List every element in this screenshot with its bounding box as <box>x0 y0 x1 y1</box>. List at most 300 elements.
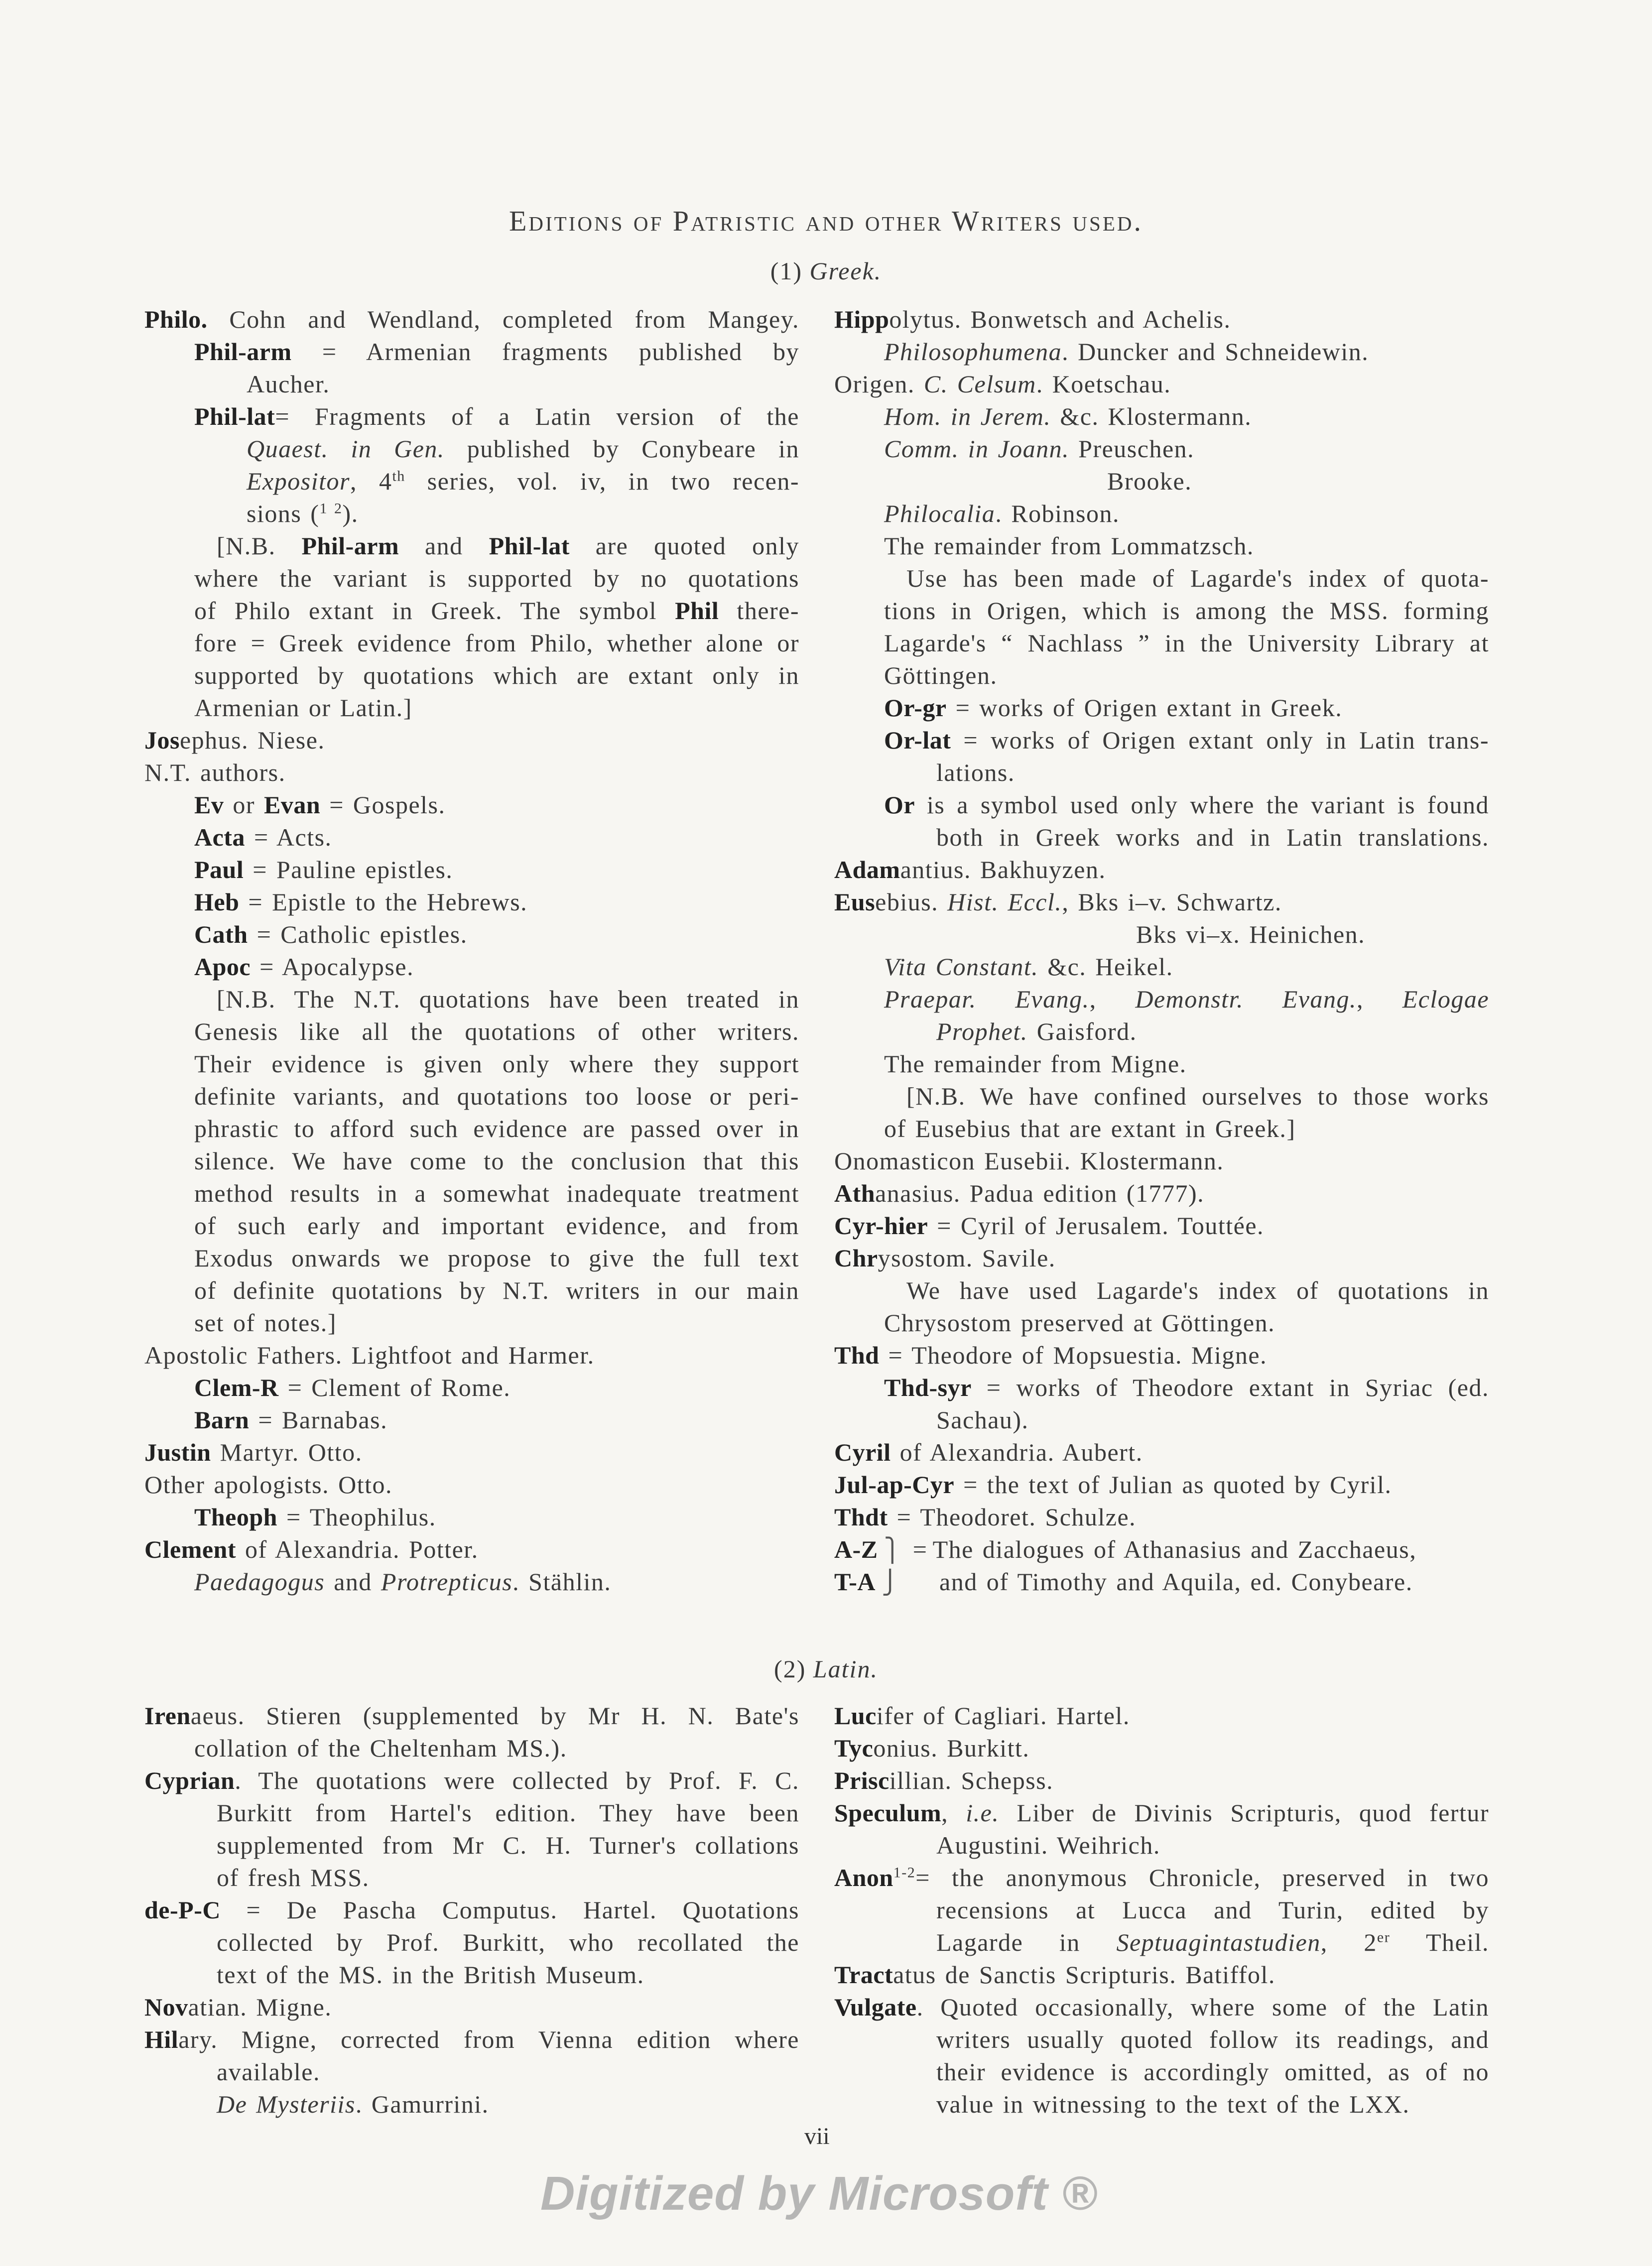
section-heading-latin <box>0 1654 1652 1683</box>
italic-title: Eclogae <box>1402 985 1490 1013</box>
symbol-text: Adam <box>834 856 900 883</box>
line-text: where the variant is supported by no quotations <box>194 564 799 592</box>
line-text: both in Greek works and in Latin translations. <box>936 823 1489 851</box>
line-text: = Barnabas. <box>249 1406 388 1434</box>
entry-line <box>834 1307 1489 1339</box>
line-text: N.T. authors. <box>144 758 286 786</box>
symbol-text: Phil-lat <box>489 532 570 560</box>
italic-title: Vita Constant. <box>884 953 1039 981</box>
entry-line <box>144 400 799 433</box>
line-text: of Alexandria. Potter. <box>236 1535 479 1563</box>
italic-title: Protrepticus <box>381 1568 513 1596</box>
entry-line <box>144 1274 799 1307</box>
entry-line <box>144 1501 799 1533</box>
line-text: of fresh MSS. <box>217 1864 370 1891</box>
symbol-text: Tract <box>834 1961 893 1989</box>
line-text: writers usually quoted follow its readings, and <box>936 2025 1489 2053</box>
line-text: , 2 <box>1320 1928 1377 1956</box>
entry-line <box>834 756 1489 789</box>
line-text: phrastic to afford such evidence are passed over in <box>194 1115 799 1142</box>
line-text: their evidence is accordingly omitted, as of no <box>936 2058 1489 2086</box>
entry-line <box>144 1566 799 1598</box>
symbol-text: Cyprian <box>144 1766 235 1794</box>
line-text: of Eusebius that are extant in Greek.] <box>884 1115 1296 1142</box>
superscript: 1 2 <box>319 500 343 517</box>
entry-line <box>834 1732 1489 1764</box>
symbol-text: Prisc <box>834 1766 890 1794</box>
entry-line <box>834 595 1489 627</box>
line-text: collation of the Cheltenham MS.). <box>194 1734 567 1762</box>
symbol-text: Cyril <box>834 1438 891 1466</box>
line-text: Exodus onwards we propose to give the full text <box>194 1244 799 1272</box>
entry-line <box>834 692 1489 724</box>
symbol-text: Evan <box>264 791 321 819</box>
line-text: &c. Heikel. <box>1038 953 1173 981</box>
entry-line <box>834 1566 1489 1598</box>
superscript: er <box>1377 1929 1391 1946</box>
line-text: . Quoted occasionally, where some of the Latin <box>916 1993 1489 2021</box>
line-text: aeus. Stieren (supplemented by Mr H. N. Bate's <box>190 1702 799 1730</box>
line-text: Gaisford. <box>1027 1017 1137 1045</box>
line-text: = works of Origen extant in Greek. <box>946 694 1343 722</box>
entry-line <box>144 659 799 692</box>
line-text: of Alexandria. Aubert. <box>890 1438 1143 1466</box>
line-text: , <box>1089 985 1136 1013</box>
entry-line <box>834 1404 1489 1436</box>
entry-line <box>144 1732 799 1764</box>
brace-glyph: ⎭ <box>882 1570 900 1595</box>
symbol-text: Tyc <box>834 1734 874 1762</box>
line-text: , 4 <box>350 467 392 495</box>
entry-line <box>144 918 799 951</box>
line-text: . The quotations were collected by Prof. F. C. <box>235 1766 799 1794</box>
symbol-text: T-A <box>834 1568 876 1596</box>
entry-line <box>834 530 1489 562</box>
entry-line <box>834 368 1489 400</box>
line-text: ebius. <box>875 888 948 916</box>
line-text: = Epistle to the Hebrews. <box>239 888 528 916</box>
line-text: The remainder from Lommatzsch. <box>884 532 1254 560</box>
line-text: or <box>224 791 264 819</box>
symbol-text: Thdt <box>834 1503 888 1531</box>
italic-title: Quaest. in Gen. <box>247 435 445 463</box>
entry-line <box>834 1862 1489 1894</box>
entry-line <box>834 1959 1489 1991</box>
entry-line <box>834 433 1489 465</box>
symbol-text: Ev <box>194 791 224 819</box>
line-text: anasius. Padua edition (1777). <box>875 1179 1205 1207</box>
entry-line <box>834 1372 1489 1404</box>
entry-line <box>834 1339 1489 1372</box>
symbol-text: Heb <box>194 888 240 916</box>
line-text: = Theophilus. <box>277 1503 436 1531</box>
entry-line <box>834 627 1489 659</box>
section-heading-greek <box>0 256 1652 285</box>
entry-line <box>144 433 799 465</box>
entry-line <box>834 1080 1489 1113</box>
symbol-text: Philo. <box>144 305 208 333</box>
line-text: Onomasticon Eusebii. Klostermann. <box>834 1147 1224 1175</box>
line-text: ). <box>342 500 359 527</box>
entry-line <box>834 1700 1489 1732</box>
line-text: published by Conybeare in <box>444 435 800 463</box>
line-text: of Philo extant in Greek. The symbol <box>194 597 675 625</box>
line-text: supported by quotations which are extant only in <box>194 661 799 689</box>
line-text: = Clement of Rome. <box>278 1374 511 1401</box>
entry-line <box>144 1797 799 1829</box>
line-text: Aucher. <box>247 370 330 398</box>
entry-line <box>834 1926 1489 1959</box>
symbol-text: Speculum <box>834 1799 942 1827</box>
entry-line <box>144 1829 799 1862</box>
entry-line <box>834 886 1489 918</box>
italic-title: Paedagogus <box>194 1568 325 1596</box>
symbol-text: de-P-C <box>144 1896 221 1924</box>
line-text: olytus. Bonwetsch and Achelis. <box>889 305 1231 333</box>
line-text: Lagarde's “ Nachlass ” in the University Library at <box>884 629 1489 657</box>
entry-line <box>144 498 799 530</box>
symbol-text: Ath <box>834 1179 876 1207</box>
line-text: and <box>325 1568 381 1596</box>
entry-line <box>834 1469 1489 1501</box>
line-text: , Bks i–v. Schwartz. <box>1062 888 1282 916</box>
entry-line <box>834 1015 1489 1048</box>
line-text: value in witnessing to the text of the LXX. <box>936 2090 1410 2118</box>
entry-line <box>144 2056 799 2088</box>
section-number: (2) <box>774 1655 806 1683</box>
line-text: = Apocalypse. <box>251 953 414 981</box>
entry-line <box>834 465 1489 498</box>
symbol-text: Or-gr <box>884 694 947 722</box>
entry-line <box>834 1501 1489 1533</box>
symbol-text: Thd-syr <box>884 1374 972 1401</box>
entry-line <box>834 1048 1489 1080</box>
line-text: Use has been made of Lagarde's index of quota- <box>906 564 1489 592</box>
entry-line <box>834 983 1489 1015</box>
line-text: = De Pascha Computus. Hartel. Quotations <box>220 1896 799 1924</box>
entry-line <box>144 1533 799 1566</box>
line-text: Sachau). <box>936 1406 1029 1434</box>
entry-line <box>144 1469 799 1501</box>
symbol-text: Justin <box>144 1438 211 1466</box>
latin-left-column <box>144 1700 799 2121</box>
line-text: set of notes.] <box>194 1309 337 1337</box>
digitized-watermark: Digitized by Microsoft ® <box>540 2167 1098 2220</box>
line-text: Other apologists. Otto. <box>144 1471 393 1499</box>
line-text: recensions at Lucca and Turin, edited by <box>936 1896 1489 1924</box>
entry-line <box>834 821 1489 854</box>
page-number: vii <box>804 2123 830 2149</box>
line-text: Genesis like all the quotations of other writers. <box>194 1017 799 1045</box>
entry-line <box>144 1926 799 1959</box>
entry-line <box>834 1894 1489 1926</box>
line-text: . Gamurrini. <box>355 2090 489 2118</box>
symbol-text: Anon <box>834 1864 893 1891</box>
entry-line <box>834 303 1489 336</box>
line-text: lations. <box>936 758 1015 786</box>
entry-line <box>834 1436 1489 1469</box>
italic-title: Hist. Eccl. <box>947 888 1062 916</box>
line-text: = Gospels. <box>320 791 446 819</box>
line-text: onius. Burkitt. <box>873 1734 1030 1762</box>
line-text: ifer of Cagliari. Hartel. <box>876 1702 1130 1730</box>
symbol-text: Chr <box>834 1244 878 1272</box>
line-text: = Pauline epistles. <box>244 856 453 883</box>
entry-line <box>144 1048 799 1080</box>
line-text: Liber de Divinis Scripturis, quod fertur <box>999 1799 1489 1827</box>
entry-line <box>834 1210 1489 1242</box>
italic-title: Philocalia <box>884 500 996 527</box>
entry-line <box>144 1894 799 1926</box>
entry-line <box>834 1797 1489 1829</box>
line-text: sions ( <box>247 500 320 527</box>
entry-line <box>144 1404 799 1436</box>
line-text: Preuschen. <box>1069 435 1195 463</box>
entry-line <box>144 1307 799 1339</box>
line-text: text of the MS. in the British Museum. <box>217 1961 644 1989</box>
entry-line <box>834 562 1489 595</box>
entry-line <box>834 1145 1489 1177</box>
line-text: The dialogues of Athanasius and Zacchaeus, <box>932 1535 1417 1563</box>
entry-line <box>834 2023 1489 2056</box>
line-text: of such early and important evidence, and from <box>194 1212 799 1240</box>
entry-line <box>144 1991 799 2023</box>
entry-line <box>144 724 799 756</box>
line-text: , <box>1356 985 1402 1013</box>
line-text: = works of Origen extant only in Latin trans- <box>951 726 1489 754</box>
entry-line <box>144 1700 799 1732</box>
entry-line <box>144 562 799 595</box>
symbol-text: Theoph <box>194 1503 277 1531</box>
line-text: Their evidence is given only where they support <box>194 1050 799 1078</box>
line-text: = Theodoret. Schulze. <box>888 1503 1137 1531</box>
entry-line <box>834 854 1489 886</box>
line-text: = Armenian fragments published by <box>291 338 799 366</box>
entry-line <box>144 886 799 918</box>
greek-right-column <box>834 303 1489 1598</box>
line-text: The remainder from Migne. <box>884 1050 1187 1078</box>
entry-line <box>144 465 799 498</box>
line-text: [N.B. The N.T. quotations have been treated in <box>217 985 799 1013</box>
line-text: atian. Migne. <box>188 1993 332 2021</box>
italic-title: i.e. <box>966 1799 1000 1827</box>
line-text: , <box>941 1799 966 1827</box>
symbol-text: A-Z <box>834 1535 878 1563</box>
entry-line <box>144 789 799 821</box>
entry-line <box>834 1764 1489 1797</box>
entry-line <box>834 1829 1489 1862</box>
line-text: Apostolic Fathers. Lightfoot and Harmer. <box>144 1341 595 1369</box>
entry-line <box>144 1242 799 1274</box>
line-text: antius. Bakhuyzen. <box>900 856 1106 883</box>
line-text: = Catholic epistles. <box>248 920 468 948</box>
symbol-text: Eus <box>834 888 876 916</box>
symbol-text: Vulgate <box>834 1993 917 2021</box>
italic-title: Prophet. <box>936 1017 1028 1045</box>
equals-sign: = <box>912 1535 928 1563</box>
line-text: [N.B. We have confined ourselves to those works <box>906 1082 1489 1110</box>
entry-line <box>834 789 1489 821</box>
symbol-text: Barn <box>194 1406 250 1434</box>
latin-right-column <box>834 1700 1489 2121</box>
line-text: = Acts. <box>245 823 332 851</box>
symbol-text: Cath <box>194 920 248 948</box>
italic-title: Comm. in Joann. <box>884 435 1070 463</box>
entry-line <box>144 1764 799 1797</box>
italic-title: Septuagintastudien <box>1116 1928 1321 1956</box>
line-text: and <box>399 532 489 560</box>
line-text: Lagarde in <box>936 1928 1117 1956</box>
symbol-text: Hipp <box>834 305 890 333</box>
line-text: Burkitt from Hartel's edition. They have been <box>217 1799 799 1827</box>
entry-line <box>834 400 1489 433</box>
entry-line <box>834 2056 1489 2088</box>
entry-line <box>144 854 799 886</box>
line-text: Chrysostom preserved at Göttingen. <box>884 1309 1275 1337</box>
italic-title: C. Celsum <box>923 370 1036 398</box>
symbol-text: Jul-ap-Cyr <box>834 1471 955 1499</box>
superscript: 1-2 <box>893 1864 916 1881</box>
italic-title: Philosophumena <box>884 338 1062 366</box>
entry-line <box>834 1991 1489 2023</box>
italic-title: Hom. in Jerem. <box>884 402 1051 430</box>
symbol-text: Hil <box>144 2025 179 2053</box>
page-title: Editions of Patristic and other Writers used. <box>508 205 1143 237</box>
line-text: silence. We have come to the conclusion that this <box>194 1147 799 1175</box>
symbol-text: Luc <box>834 1702 877 1730</box>
italic-title: Demonstr. Evang. <box>1135 985 1357 1013</box>
line-text: . Robinson. <box>995 500 1120 527</box>
line-text: = Fragments of a Latin version of the <box>275 402 799 430</box>
symbol-text: Cyr-hier <box>834 1212 928 1240</box>
symbol-text: Or-lat <box>884 726 951 754</box>
line-text: = the anonymous Chronicle, preserved in two <box>915 1864 1489 1891</box>
entry-line <box>834 498 1489 530</box>
line-text: Theil. <box>1390 1928 1489 1956</box>
brace-glyph: ⎫ <box>884 1537 902 1563</box>
entry-line <box>144 692 799 724</box>
entry-line <box>144 756 799 789</box>
entry-line <box>834 1274 1489 1307</box>
line-text: Cohn and Wendland, completed from Mangey. <box>207 305 799 333</box>
entry-line <box>144 530 799 562</box>
symbol-text: Phil <box>675 597 719 625</box>
line-text: Augustini. Weihrich. <box>936 1831 1160 1859</box>
line-text: [N.B. <box>217 532 302 560</box>
line-text: Armenian or Latin.] <box>194 694 412 722</box>
line-text: ephus. Niese. <box>179 726 325 754</box>
line-text: available. <box>217 2058 320 2086</box>
line-text: is a symbol used only where the variant is found <box>915 791 1489 819</box>
line-text: . Duncker and Schneidewin. <box>1062 338 1369 366</box>
line-text: Brooke. <box>1107 467 1192 495</box>
line-text: fore = Greek evidence from Philo, whether alone or <box>194 629 799 657</box>
symbol-text: Thd <box>834 1341 880 1369</box>
symbol-text: Nov <box>144 1993 188 2021</box>
entry-line <box>144 368 799 400</box>
line-text: collected by Prof. Burkitt, who recollated the <box>217 1928 799 1956</box>
entry-line <box>144 336 799 368</box>
symbol-text: Jos <box>144 726 180 754</box>
entry-line <box>144 1959 799 1991</box>
symbol-text: Acta <box>194 823 245 851</box>
line-text: and of Timothy and Aquila, ed. Conybeare. <box>930 1568 1413 1596</box>
greek-left-column <box>144 303 799 1598</box>
entry-line <box>144 1339 799 1372</box>
entry-line <box>144 1177 799 1210</box>
line-text: = Theodore of Mopsuestia. Migne. <box>879 1341 1268 1369</box>
symbol-text: Phil-arm <box>194 338 292 366</box>
entry-line <box>834 724 1489 756</box>
entry-line <box>834 918 1489 951</box>
line-text: of definite quotations by N.T. writers in our main <box>194 1276 799 1304</box>
line-text: &c. Klostermann. <box>1051 402 1252 430</box>
line-text: series, vol. iv, in two recen- <box>405 467 799 495</box>
line-text: tions in Origen, which is among the MSS. forming <box>884 597 1489 625</box>
line-text: = the text of Julian as quoted by Cyril. <box>954 1471 1392 1499</box>
entry-line <box>144 1113 799 1145</box>
italic-title: De Mysteriis <box>217 2090 356 2118</box>
symbol-text: Clement <box>144 1535 236 1563</box>
entry-line <box>144 951 799 983</box>
entry-line <box>144 1145 799 1177</box>
entry-line <box>834 951 1489 983</box>
entry-line <box>834 1242 1489 1274</box>
line-text: = Cyril of Jerusalem. Touttée. <box>928 1212 1265 1240</box>
entry-line <box>144 1015 799 1048</box>
line-text: Göttingen. <box>884 661 998 689</box>
entry-line <box>834 1177 1489 1210</box>
italic-title: Praepar. Evang. <box>884 985 1090 1013</box>
entry-line <box>144 2023 799 2056</box>
entry-line <box>144 2088 799 2121</box>
entry-line <box>144 1862 799 1894</box>
line-text: ary. Migne, corrected from Vienna edition where <box>178 2025 799 2053</box>
entry-line <box>834 336 1489 368</box>
entry-line <box>144 821 799 854</box>
line-text: . Koetschau. <box>1036 370 1171 398</box>
italic-title: Expositor <box>247 467 350 495</box>
line-text: = works of Theodore extant in Syriac (ed. <box>971 1374 1489 1401</box>
symbol-text: Apoc <box>194 953 251 981</box>
line-text: supplemented from Mr C. H. Turner's collations <box>217 1831 799 1859</box>
entry-line <box>834 1113 1489 1145</box>
symbol-text: Or <box>884 791 915 819</box>
superscript: th <box>392 468 405 485</box>
symbol-text: Paul <box>194 856 244 883</box>
entry-line <box>144 1080 799 1113</box>
line-text: definite variants, and quotations too loose or peri- <box>194 1082 799 1110</box>
entry-line <box>144 595 799 627</box>
line-text: there- <box>719 597 799 625</box>
line-text: are quoted only <box>569 532 800 560</box>
symbol-text: Clem-R <box>194 1374 279 1401</box>
section-number: (1) <box>770 257 802 285</box>
line-text: We have used Lagarde's index of quotations in <box>906 1276 1489 1304</box>
entry-line <box>144 1210 799 1242</box>
entry-line <box>144 1436 799 1469</box>
symbol-text: Phil-arm <box>301 532 399 560</box>
entry-line <box>834 1533 1489 1566</box>
entry-line <box>144 627 799 659</box>
section-label: Latin. <box>813 1655 878 1683</box>
entry-line <box>144 983 799 1015</box>
line-text: Origen. <box>834 370 924 398</box>
entry-line <box>144 303 799 336</box>
line-text: illian. Schepss. <box>889 1766 1054 1794</box>
symbol-text: Phil-lat <box>194 402 275 430</box>
line-text: method results in a somewhat inadequate treatment <box>194 1179 799 1207</box>
